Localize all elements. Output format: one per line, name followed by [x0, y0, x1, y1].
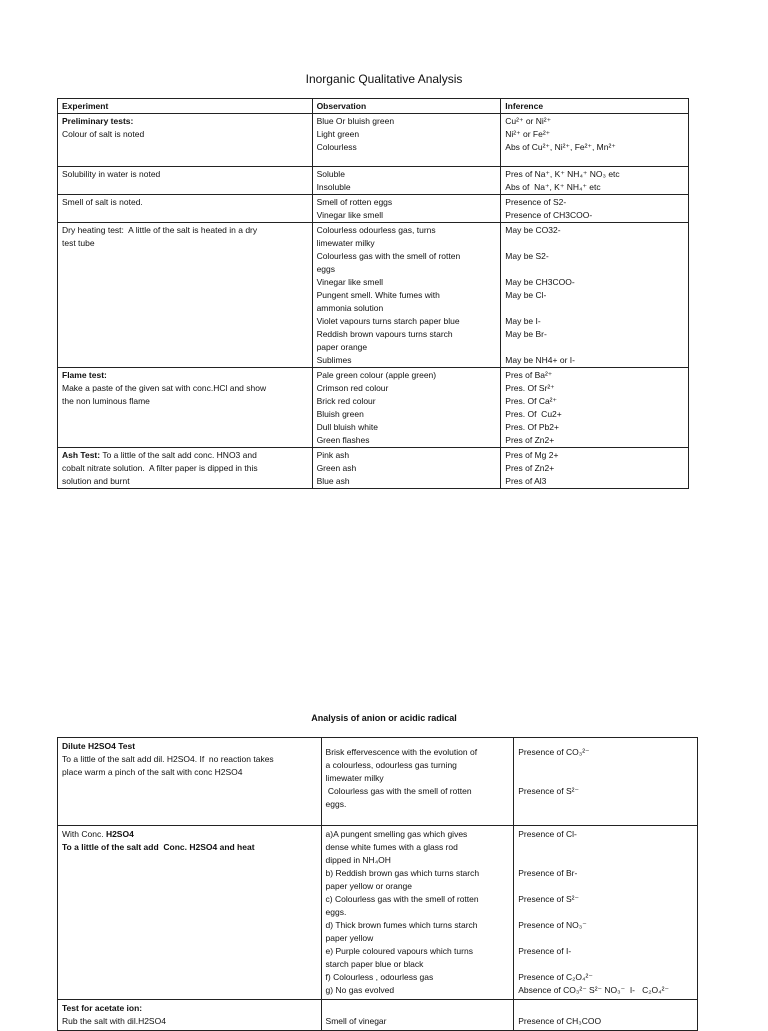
- experiment-heading: Ash Test:: [62, 450, 101, 460]
- observation-line: Smell of rotten eggs: [316, 197, 393, 207]
- experiment-text: solution and burnt: [62, 476, 130, 486]
- inference-line: May be CH3COO-: [505, 277, 575, 287]
- experiment-cell: [58, 167, 313, 195]
- observation-line: Blue Or bluish green: [316, 116, 395, 126]
- experiment-text: place warm a pinch of the salt with conc H2SO4: [62, 767, 243, 777]
- observation-line: Bluish green: [316, 409, 364, 419]
- observation-cell: [312, 223, 501, 368]
- observation-line: dipped in NH₄OH: [325, 855, 391, 865]
- inference-line: Pres of Al3: [505, 476, 547, 486]
- header-experiment: Experiment: [58, 99, 313, 114]
- inference-line: Pres of Ba²⁺: [505, 370, 553, 380]
- experiment-heading: Preliminary tests:: [62, 116, 134, 126]
- observation-line: a colourless, odourless gas turning: [325, 760, 457, 770]
- observation-line: Crimson red colour: [316, 383, 389, 393]
- inference-line: Pres of Zn2+: [505, 435, 555, 445]
- observation-line: Colourless: [316, 142, 357, 152]
- table-row: [58, 1000, 698, 1031]
- inference-cell: [514, 826, 698, 1000]
- observation-line: Light green: [316, 129, 360, 139]
- observation-line: d) Thick brown fumes which turns starch: [325, 920, 478, 930]
- observation-line: b) Reddish brown gas which turns starch: [325, 868, 480, 878]
- header-observation: Observation: [312, 99, 501, 114]
- section-title: Analysis of anion or acidic radical: [311, 713, 457, 723]
- analysis-table: [57, 98, 689, 489]
- inference-cell: [514, 1000, 698, 1031]
- experiment-text: With Conc.: [62, 829, 106, 839]
- experiment-cell: [58, 1000, 322, 1031]
- table-row: [58, 738, 698, 826]
- observation-line: Colourless odourless gas, turns: [316, 225, 436, 235]
- inference-line: Abs of Na⁺, K⁺ NH₄⁺ etc: [505, 182, 601, 192]
- observation-line: paper orange: [316, 342, 368, 352]
- observation-line: Insoluble: [316, 182, 351, 192]
- inference-line: May be CO32-: [505, 225, 561, 235]
- observation-line: eggs.: [325, 907, 347, 917]
- experiment-text: test tube: [62, 238, 95, 248]
- experiment-text: To a little of the salt add conc. HNO3 and: [100, 450, 257, 460]
- observation-line: Soluble: [316, 169, 345, 179]
- inference-cell: [501, 114, 689, 167]
- observation-line: Reddish brown vapours turns starch: [316, 329, 453, 339]
- inference-line: Presence of CH₃COO: [518, 1016, 602, 1026]
- experiment-cell: [58, 114, 313, 167]
- table-header-row: [58, 99, 689, 114]
- observation-line: Brisk effervescence with the evolution of: [325, 747, 478, 757]
- observation-line: e) Purple coloured vapours which turns: [325, 946, 473, 956]
- inference-line: Presence of NO₃⁻: [518, 920, 587, 930]
- inference-cell: [514, 738, 698, 826]
- observation-line: Vinegar like smell: [316, 210, 384, 220]
- inference-line: Cu²⁺ or Ni²⁺: [505, 116, 552, 126]
- observation-line: Green ash: [316, 463, 357, 473]
- observation-cell: [321, 826, 514, 1000]
- inference-line: Presence of S²⁻: [518, 894, 579, 904]
- inference-line: Presence of S2-: [505, 197, 567, 207]
- experiment-text: Colour of salt is noted: [62, 129, 145, 139]
- table-row: [58, 195, 689, 223]
- page-title: Inorganic Qualitative Analysis: [305, 72, 463, 86]
- inference-line: May be Cl-: [505, 290, 547, 300]
- inference-line: Pres. Of Pb2+: [505, 422, 559, 432]
- experiment-heading: Dilute H2SO4 Test: [62, 741, 136, 751]
- observation-line: Violet vapours turns starch paper blue: [316, 316, 460, 326]
- inference-line: May be NH4+ or I-: [505, 355, 575, 365]
- header-inference: Inference: [501, 99, 689, 114]
- inference-line: Presence of CO₃²⁻: [518, 747, 590, 757]
- experiment-cell: [58, 448, 313, 489]
- table-row: [58, 167, 689, 195]
- inference-line: Presence of S²⁻: [518, 786, 579, 796]
- inference-line: Pres of Mg 2+: [505, 450, 559, 460]
- observation-line: limewater milky: [325, 773, 384, 783]
- experiment-text: Solubility in water is noted: [62, 169, 161, 179]
- experiment-cell: [58, 195, 313, 223]
- inference-line: Absence of CO₃²⁻ S²⁻ NO₃⁻ I- C₂O₄²⁻: [518, 985, 669, 995]
- experiment-text: To a little of the salt add dil. H2SO4. If no reaction takes: [62, 754, 274, 764]
- experiment-cell: [58, 826, 322, 1000]
- observation-cell: [312, 448, 501, 489]
- observation-line: Pungent smell. White fumes with: [316, 290, 440, 300]
- inference-line: May be I-: [505, 316, 541, 326]
- observation-cell: [312, 195, 501, 223]
- observation-line: Colourless gas with the smell of rotten: [325, 786, 472, 796]
- observation-line: Vinegar like smell: [316, 277, 384, 287]
- observation-cell: [321, 738, 514, 826]
- experiment-heading: To a little of the salt add Conc. H2SO4 and heat: [62, 842, 255, 852]
- experiment-cell: [58, 223, 313, 368]
- inference-line: May be S2-: [505, 251, 549, 261]
- inference-cell: [501, 195, 689, 223]
- experiment-text: the non luminous flame: [62, 396, 150, 406]
- observation-line: starch paper blue or black: [325, 959, 424, 969]
- observation-line: Dull bluish white: [316, 422, 378, 432]
- experiment-text: Dry heating test: A little of the salt is heated in a dry: [62, 225, 258, 235]
- observation-line: c) Colourless gas with the smell of rotten: [325, 894, 479, 904]
- inference-line: May be Br-: [505, 329, 547, 339]
- table-row: [58, 826, 698, 1000]
- inference-line: Pres of Na⁺, K⁺ NH₄⁺ NO₃ etc: [505, 169, 620, 179]
- experiment-heading: Test for acetate ion:: [62, 1003, 143, 1013]
- inference-line: Pres of Zn2+: [505, 463, 555, 473]
- observation-line: dense white fumes with a glass rod: [325, 842, 458, 852]
- observation-cell: [312, 368, 501, 448]
- inference-line: Presence of I-: [518, 946, 572, 956]
- inference-line: Presence of CH3COO-: [505, 210, 593, 220]
- observation-line: paper yellow or orange: [325, 881, 413, 891]
- observation-line: a)A pungent smelling gas which gives: [325, 829, 468, 839]
- experiment-cell: [58, 368, 313, 448]
- inference-line: Presence of C₂O₄²⁻: [518, 972, 593, 982]
- inference-line: Presence of Cl-: [518, 829, 577, 839]
- observation-line: Sublimes: [316, 355, 352, 365]
- observation-line: Blue ash: [316, 476, 350, 486]
- table-row: [58, 448, 689, 489]
- observation-line: paper yellow: [325, 933, 374, 943]
- experiment-cell: [58, 738, 322, 826]
- observation-line: eggs.: [325, 799, 347, 809]
- table-row: [58, 223, 689, 368]
- inference-cell: [501, 448, 689, 489]
- experiment-text: cobalt nitrate solution. A filter paper is dipped in this: [62, 463, 258, 473]
- inference-cell: [501, 368, 689, 448]
- observation-line: limewater milky: [316, 238, 375, 248]
- experiment-text: Make a paste of the given sat with conc.HCl and show: [62, 383, 267, 393]
- experiment-text: Smell of salt is noted.: [62, 197, 143, 207]
- observation-cell: [312, 167, 501, 195]
- experiment-text: Rub the salt with dil.H2SO4: [62, 1016, 166, 1026]
- observation-cell: [321, 1000, 514, 1031]
- observation-line: Brick red colour: [316, 396, 376, 406]
- observation-line: Colourless gas with the smell of rotten: [316, 251, 461, 261]
- inference-line: Presence of Br-: [518, 868, 578, 878]
- observation-line: ammonia solution: [316, 303, 384, 313]
- observation-line: g) No gas evolved: [325, 985, 395, 995]
- inference-line: Pres. Of Sr²⁺: [505, 383, 555, 393]
- observation-line: f) Colourless , odourless gas: [325, 972, 434, 982]
- inference-cell: [501, 223, 689, 368]
- observation-line: Pale green colour (apple green): [316, 370, 437, 380]
- observation-line: eggs: [316, 264, 335, 274]
- experiment-heading: Flame test:: [62, 370, 107, 380]
- observation-cell: [312, 114, 501, 167]
- inference-line: Abs of Cu²⁺, Ni²⁺, Fe²⁺, Mn²⁺: [505, 142, 616, 152]
- anion-analysis-table: [57, 737, 698, 1031]
- table-row: [58, 114, 689, 167]
- observation-line: Pink ash: [316, 450, 350, 460]
- inference-cell: [501, 167, 689, 195]
- table-row: [58, 368, 689, 448]
- inference-line: Ni²⁺ or Fe²⁺: [505, 129, 551, 139]
- observation-line: Smell of vinegar: [325, 1016, 387, 1026]
- inference-line: Pres. Of Cu2+: [505, 409, 562, 419]
- experiment-heading: H2SO4: [105, 829, 134, 839]
- observation-line: Green flashes: [316, 435, 370, 445]
- inference-line: Pres. Of Ca²⁺: [505, 396, 557, 406]
